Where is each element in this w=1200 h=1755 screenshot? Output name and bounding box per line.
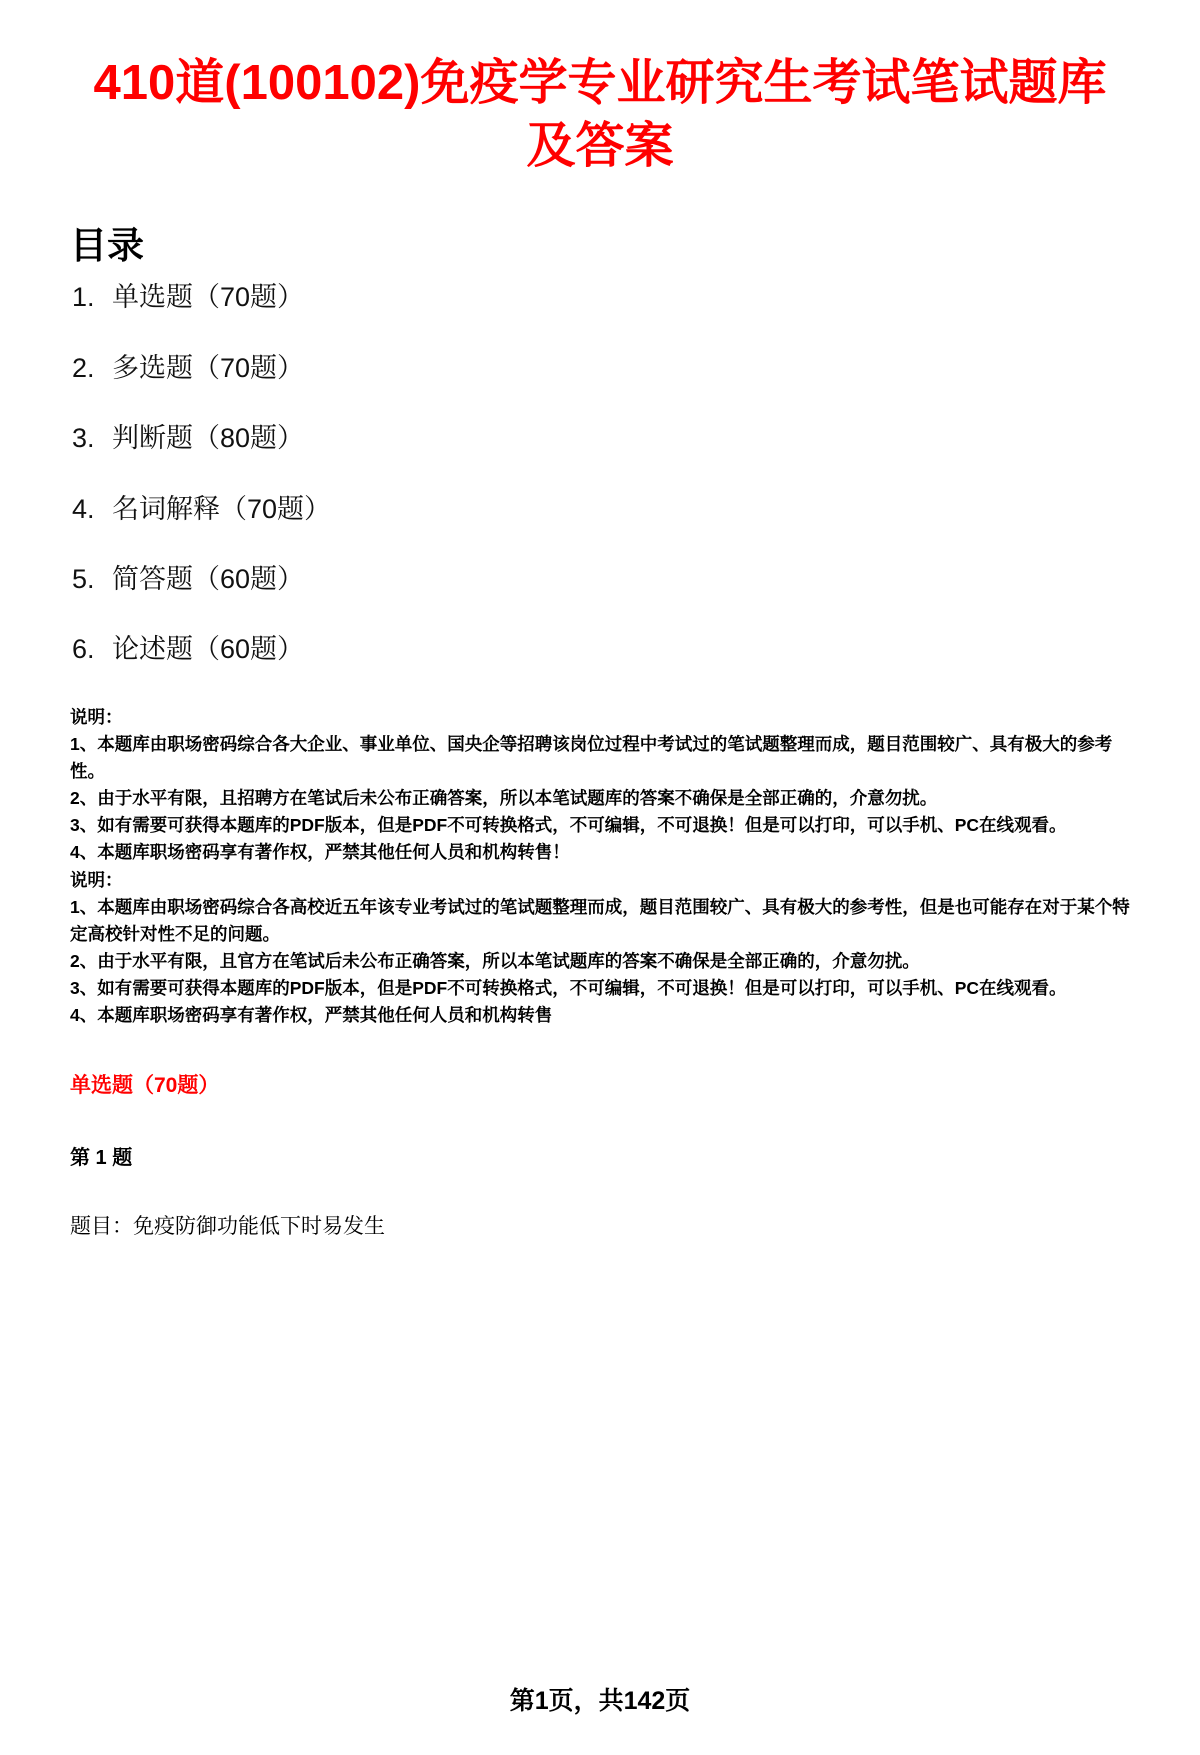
toc-item-label: 判断题（80题） [112,423,305,454]
notes-block [70,704,1130,1030]
toc-item-label: 名词解释（70题） [112,493,332,524]
toc-item-number: 1. [72,282,95,313]
toc-item-label: 简答题（60题） [112,564,305,594]
section-title: 单选题（70题） [70,1074,220,1098]
table-of-contents [70,281,1130,665]
toc-item-number: 6. [72,634,95,665]
note-line: 说明： [70,706,123,727]
toc-heading: 目录 [70,225,144,267]
list-item[interactable] [70,633,1130,665]
toc-item-number: 4. [72,493,95,524]
question-text: 题目：免疫防御功能低下时易发生 [70,1215,385,1239]
note-line: 2、由于水平有限，且官方在笔试后未公布正确答案，所以本笔试题库的答案不确保是全部正确的，介意勿扰。 [70,950,920,971]
note-line: 1、本题库由职场密码综合各大企业、事业单位、国央企等招聘该岗位过程中考试过的笔试题整理而成，题目范围较广、具有极大的参考性。 [70,733,1113,782]
note-line: 3、如有需要可获得本题库的PDF版本，但是PDF不可转换格式，不可编辑，不可退换！但是可以打印，可以手机、PC在线观看。 [70,978,1067,999]
page-title: 410道(100102)免疫学专业研究生考试笔试题库及答案 [93,56,1107,173]
toc-item-number: 5. [72,564,95,594]
toc-item-number: 2. [72,352,95,383]
toc-item-label: 单选题（70题） [112,282,305,313]
note-line: 1、本题库由职场密码综合各高校近五年该专业考试过的笔试题整理而成，题目范围较广、具有极大的参考性，但是也可能存在对于某个特定高校针对性不足的问题。 [70,896,1130,944]
note-line: 说明： [70,869,123,890]
toc-item-number: 3. [72,423,95,454]
list-item[interactable] [70,422,1130,454]
list-item[interactable] [70,352,1130,384]
list-item[interactable] [70,281,1130,313]
note-line: 3、如有需要可获得本题库的PDF版本，但是PDF不可转换格式，不可编辑，不可退换！但是可以打印，可以手机、PC在线观看。 [70,815,1067,836]
question-number: 第 1 题 [70,1147,133,1170]
note-line: 4、本题库职场密码享有著作权，严禁其他任何人员和机构转售 [70,1005,553,1026]
note-line: 4、本题库职场密码享有著作权，严禁其他任何人员和机构转售！ [70,842,570,863]
note-line: 2、由于水平有限，且招聘方在笔试后未公布正确答案，所以本笔试题库的答案不确保是全部正确的，介意勿扰。 [70,788,938,809]
toc-item-label: 多选题（70题） [112,352,305,383]
list-item[interactable] [70,493,1130,525]
list-item[interactable] [70,563,1130,595]
page-footer: 第1页，共142页 [509,1687,691,1715]
toc-item-label: 论述题（60题） [112,634,305,665]
